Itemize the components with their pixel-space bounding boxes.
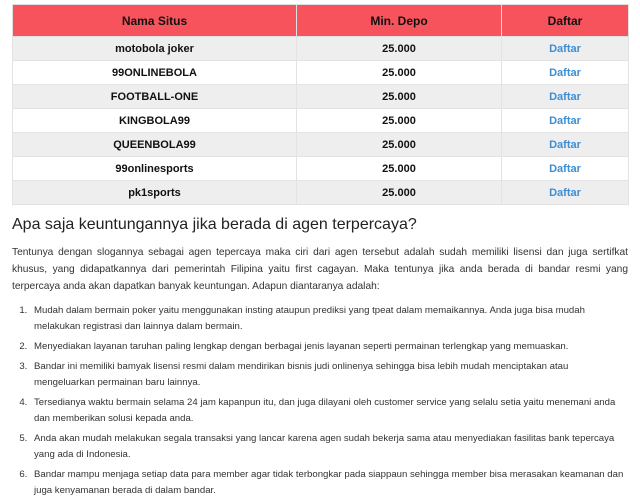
- register-link[interactable]: Daftar: [549, 42, 581, 55]
- table-row: [13, 181, 629, 205]
- site-name: FOOTBALL-ONE: [13, 85, 297, 109]
- site-name: QUEENBOLA99: [13, 133, 297, 157]
- table-row: [13, 85, 629, 109]
- list-item: 3. Bandar ini memiliki bamyak lisensi resmi dalam mendirikan bisnis judi onlinenya sehingga bisa lebih mudah menciptakan atau mengeluarkan permainan baru lainnya.: [30, 359, 628, 391]
- register-cell: [502, 61, 629, 85]
- register-cell: [502, 133, 629, 157]
- register-link[interactable]: Daftar: [549, 66, 581, 79]
- table-row: [13, 109, 629, 133]
- content-area: [0, 4, 640, 499]
- site-name: motobola joker: [13, 37, 297, 61]
- register-cell: [502, 85, 629, 109]
- article-intro: Tentunya dengan slogannya sebagai agen tepercaya maka ciri dari agen tersebut adalah sudah memiliki lisensi dan juga sertifkat khusus, yang didapatkannya dari pemerintah Filipina yaitu first cagayan. Maka tentunya jika anda berada di bandar resmi yang terpercaya anda akan dapatkan banyak keuntungan. Adapun diantaranya adalah:: [12, 247, 628, 292]
- register-link[interactable]: Daftar: [549, 114, 581, 127]
- header-register: Daftar: [502, 5, 629, 37]
- header-min-depo: Min. Depo: [297, 5, 502, 37]
- list-item: 4. Tersedianya waktu bermain selama 24 jam kapanpun itu, dan juga dilayani oleh customer service yang selalu setia yaitu menemani anda dan memberikan solusi kepada anda.: [30, 395, 628, 427]
- register-cell: [502, 37, 629, 61]
- min-depo: 25.000: [297, 109, 502, 133]
- min-depo: 25.000: [297, 85, 502, 109]
- register-link[interactable]: Daftar: [549, 162, 581, 175]
- list-item: 2. Menyediakan layanan taruhan paling lengkap dengan berbagai jenis layanan seperti permainan terlengkap yang memuaskan.: [30, 339, 628, 355]
- site-name: 99ONLINEBOLA: [13, 61, 297, 85]
- register-cell: [502, 181, 629, 205]
- register-link[interactable]: Daftar: [549, 90, 581, 103]
- min-depo: 25.000: [297, 181, 502, 205]
- table-row: [13, 157, 629, 181]
- list-item: 1. Mudah dalam bermain poker yaitu menggunakan insting ataupun prediksi yang tpeat dalam memaikannya. Anda juga bisa mudah melakukan registrasi dan lainnya dalam bermain.: [30, 303, 628, 335]
- min-depo: 25.000: [297, 61, 502, 85]
- site-name: KINGBOLA99: [13, 109, 297, 133]
- min-depo: 25.000: [297, 37, 502, 61]
- table-row: [13, 37, 629, 61]
- register-link[interactable]: Daftar: [549, 186, 581, 199]
- header-site-name: Nama Situs: [13, 5, 297, 37]
- site-name: 99onlinesports: [13, 157, 297, 181]
- min-depo: 25.000: [297, 133, 502, 157]
- table-row: [13, 133, 629, 157]
- site-name: pk1sports: [13, 181, 297, 205]
- site-table: [12, 4, 629, 205]
- register-cell: [502, 109, 629, 133]
- list-item: 5. Anda akan mudah melakukan segala transaksi yang lancar karena agen sudah bekerja sama atau menyediakan fasilitas bank tepercaya yang ada di Indonesia.: [30, 431, 628, 463]
- table-row: [13, 61, 629, 85]
- article-heading: Apa saja keuntungannya jika berada di agen terpercaya?: [12, 216, 417, 233]
- register-link[interactable]: Daftar: [549, 138, 581, 151]
- min-depo: 25.000: [297, 157, 502, 181]
- register-cell: [502, 157, 629, 181]
- benefit-list: [12, 303, 628, 499]
- list-item: 6. Bandar mampu menjaga setiap data para member agar tidak terbongkar pada siappaun sehingga member bisa merasakan keamanan dan juga kenyamanan berada di dalam bandar.: [30, 467, 628, 499]
- table-header-row: [13, 5, 629, 37]
